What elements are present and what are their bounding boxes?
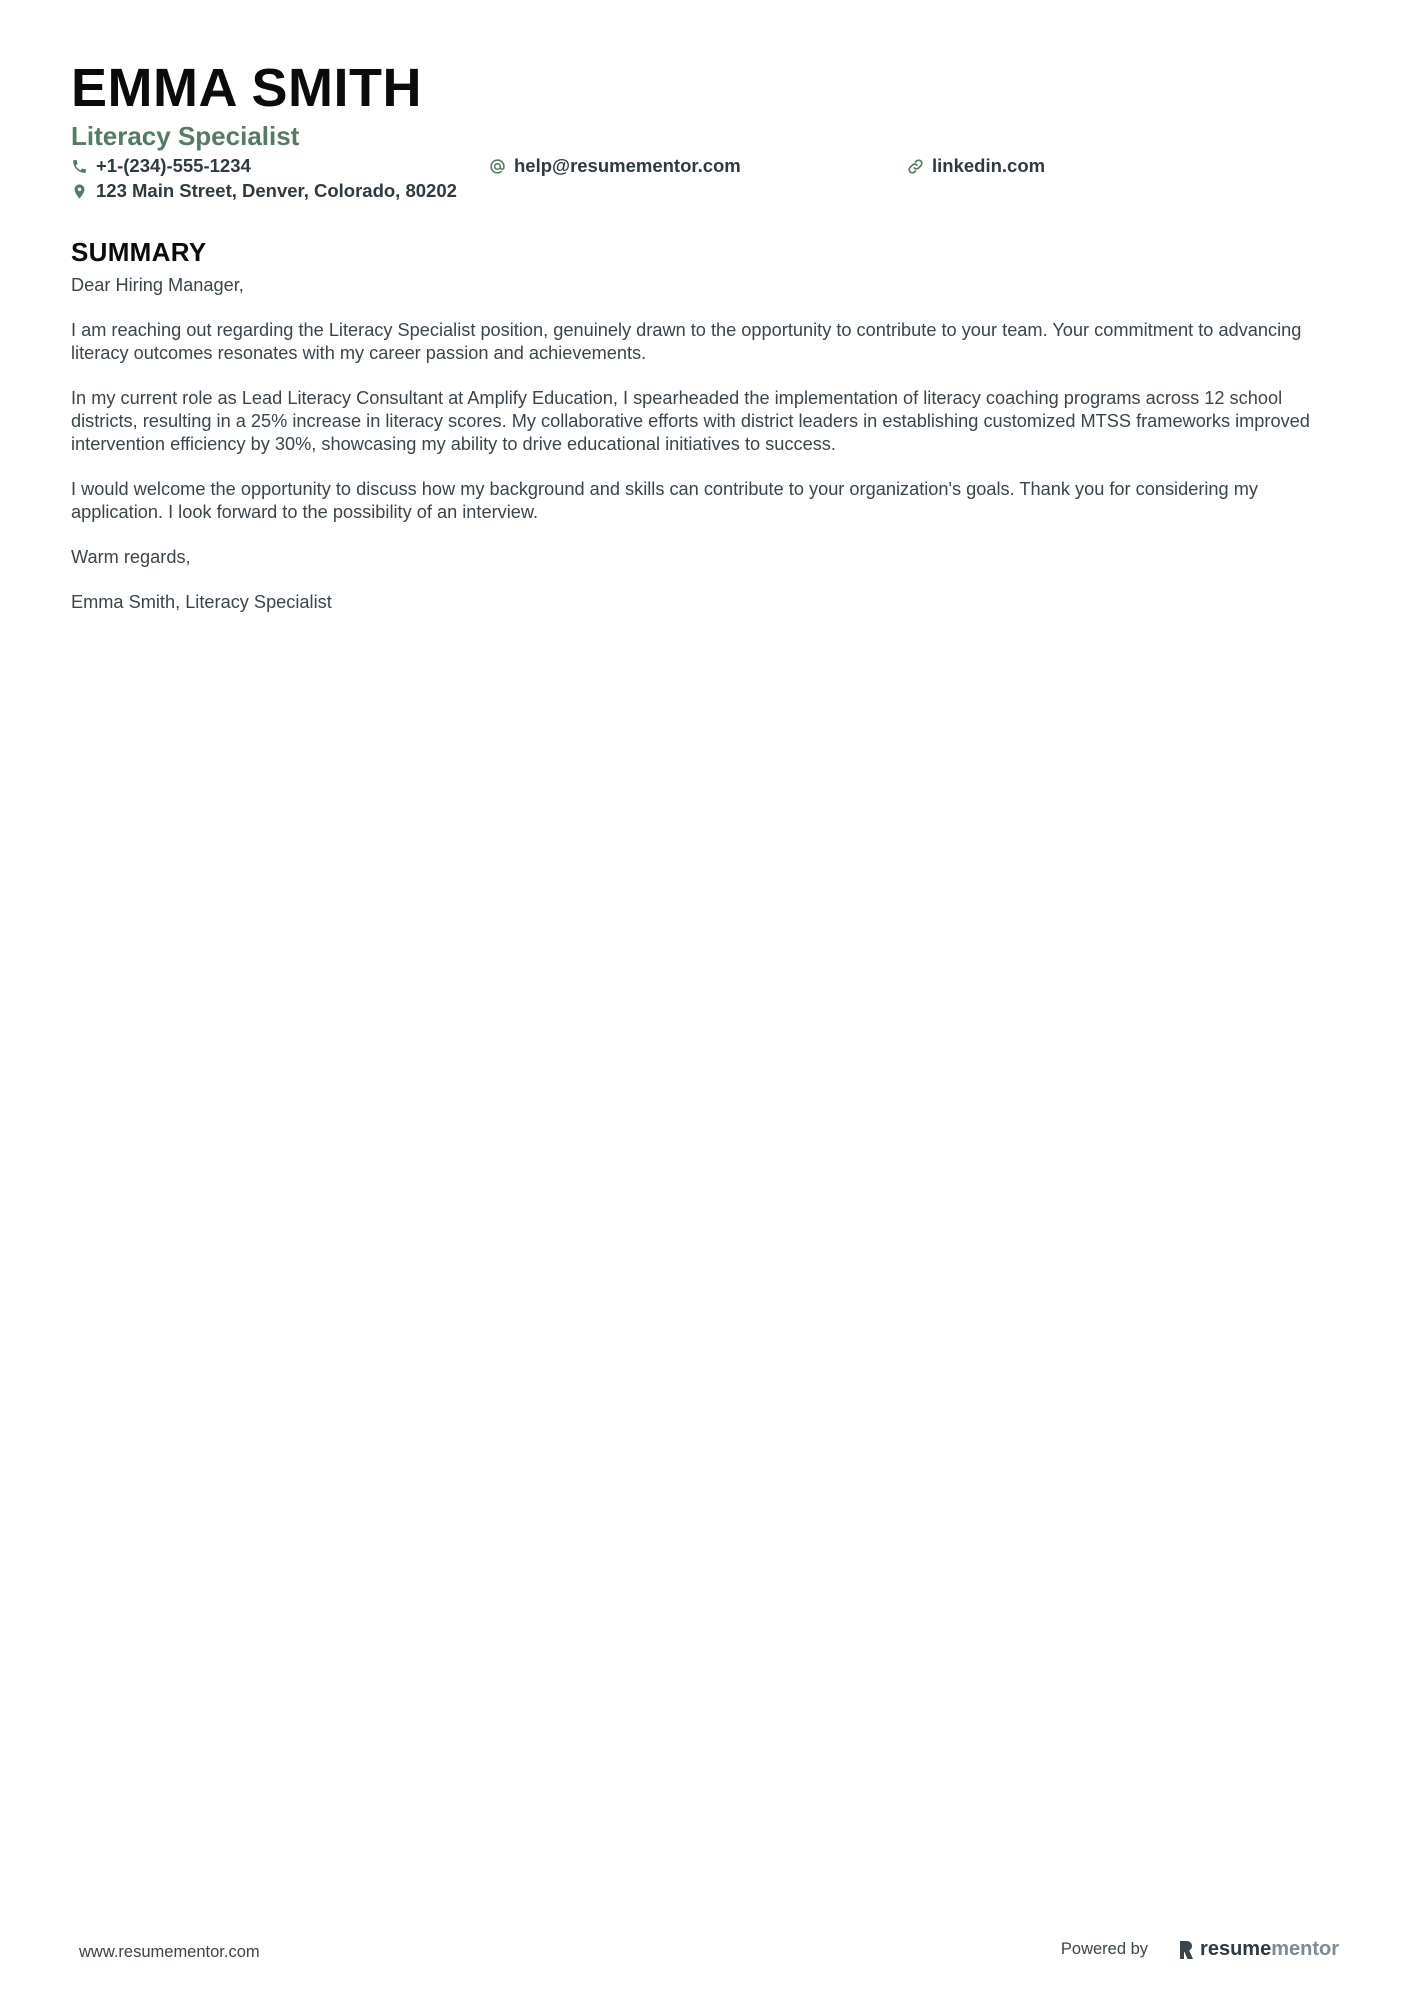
candidate-name: EMMA SMITH xyxy=(71,58,422,118)
footer-branding xyxy=(1061,1938,1339,1961)
resumementor-brand[interactable] xyxy=(1178,1938,1339,1961)
brand-accent-text: mentor xyxy=(1271,1938,1339,1960)
letter-paragraph-2: In my current role as Lead Literacy Consultant at Amplify Education, I spearheaded the implementation of literacy coaching programs across 12 school districts, resulting in a 25% increase in literacy scores. My collaborative efforts with district leaders in establishing customized MTSS frameworks improved intervention efficiency by 30%, showcasing my ability to drive educational initiatives to success. xyxy=(71,388,1310,454)
link-icon xyxy=(907,158,924,175)
brand-main-text: resume xyxy=(1200,1938,1272,1960)
contact-address xyxy=(71,180,457,202)
address-text: 123 Main Street, Denver, Colorado, 80202 xyxy=(96,180,457,201)
contact-linkedin[interactable] xyxy=(907,155,1045,177)
contact-row-1 xyxy=(71,155,1339,180)
summary-heading: SUMMARY xyxy=(71,237,207,267)
cover-letter-body xyxy=(71,274,1339,614)
contact-row-2 xyxy=(71,180,1339,205)
footer-website-link[interactable]: www.resumementor.com xyxy=(79,1943,260,1961)
phone-text: +1-(234)-555-1234 xyxy=(96,155,251,176)
letter-greeting: Dear Hiring Manager, xyxy=(71,275,244,295)
at-icon xyxy=(489,158,506,175)
powered-by-label: Powered by xyxy=(1060,1940,1149,1958)
letter-paragraph-3: I would welcome the opportunity to discuss how my background and skills can contribute to your organization's goals. Thank you for considering my application. I look forward to the possibility of an interview. xyxy=(71,479,1258,522)
contact-email[interactable] xyxy=(489,155,741,177)
email-text: help@resumementor.com xyxy=(514,155,741,176)
location-pin-icon xyxy=(71,183,88,200)
letter-signature: Emma Smith, Literacy Specialist xyxy=(71,592,332,612)
resumementor-logo-icon xyxy=(1178,1940,1194,1960)
letter-closing: Warm regards, xyxy=(71,547,191,567)
linkedin-text: linkedin.com xyxy=(932,155,1046,176)
job-title: Literacy Specialist xyxy=(71,121,300,151)
phone-icon xyxy=(71,158,88,175)
contact-phone[interactable] xyxy=(71,155,251,177)
letter-paragraph-1: I am reaching out regarding the Literacy Specialist position, genuinely drawn to the opportunity to contribute to your team. Your commitment to advancing literacy outcomes resonates with my career passion and achievements. xyxy=(71,320,1302,363)
resume-page xyxy=(71,58,1339,636)
